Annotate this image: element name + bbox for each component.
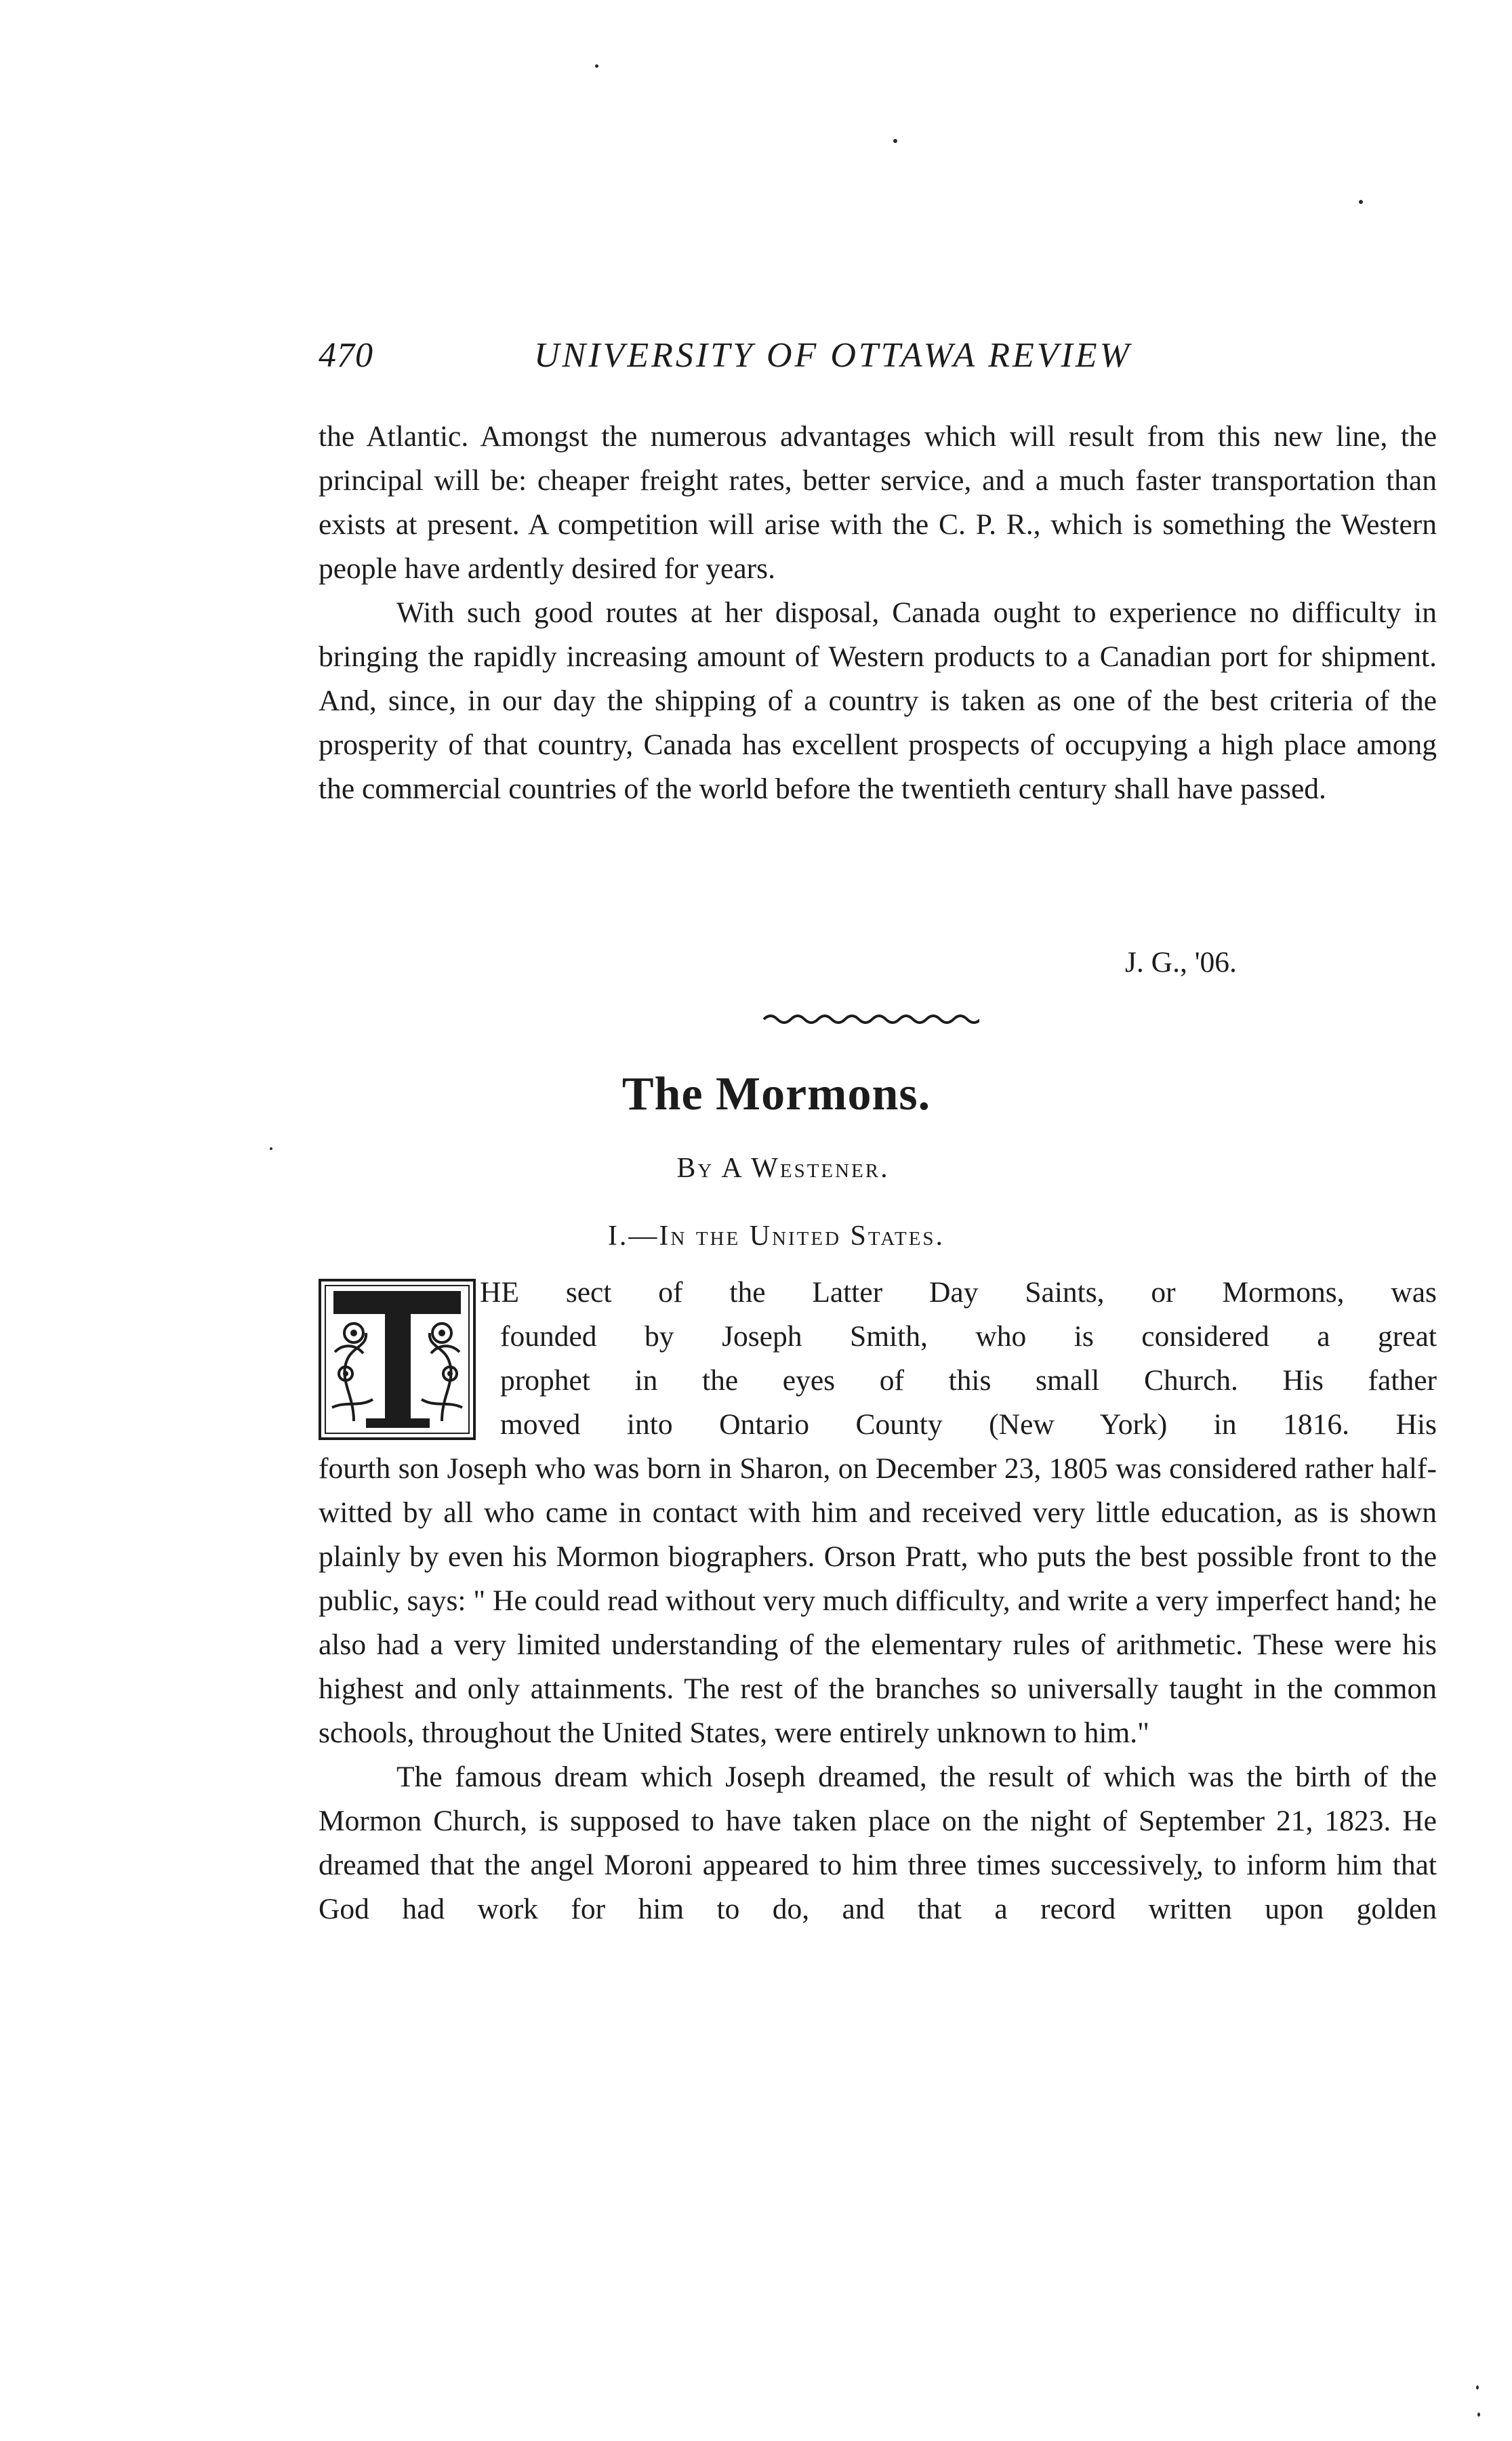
scan-speck — [595, 64, 598, 68]
page-number: 470 — [319, 336, 373, 375]
scan-speck — [270, 1147, 272, 1150]
article-title: The Mormons. — [621, 1068, 931, 1120]
scan-speck — [1477, 2413, 1480, 2417]
scan-speck — [1476, 2385, 1479, 2389]
dropcap-lines — [319, 1271, 1437, 1447]
scan-speck — [1359, 200, 1363, 204]
article-body — [319, 1447, 1437, 1931]
article-byline: By A Westener. — [676, 1153, 890, 1184]
body-paragraph: The famous dream which Joseph dreamed, the result of which was the birth of the Mormon Church, is supposed to have taken place on the night of September 21, 1823. He dreamed that the angel Moroni appeared to him three times successively, to inform him that God had work for him to do, and that a record written upon golden — [319, 1761, 1437, 1925]
dropcap-line: founded by Joseph Smith, who is considered a great — [500, 1320, 1437, 1353]
body-paragraph: With such good routes at her disposal, Canada ought to experience no difficulty in bringing the rapidly increasing amount of Western products to a Canadian port for shipment. And, since, in our day the shipping of a country is taken as one of the best criteria of the prosperity of that country, Canada has excellent prospects of occupying a high place among the commercial countries of the world before the twentieth century shall have passed. — [319, 596, 1437, 805]
scan-speck — [893, 139, 897, 143]
running-title: UNIVERSITY OF OTTAWA REVIEW — [534, 336, 1132, 375]
body-paragraph: fourth son Joseph who was born in Sharon, on December 23, 1805 was considered rather half-witted by all who came in contact with him and received very little education, as is shown plainly by even his Mormon biographers. Orson Pratt, who puts the best possible front to the public, says: " He could read without very much difficulty, and write a very imperfect hand; he also had a very limited understanding of the elementary rules of arithmetic. These were his highest and only attainments. The rest of the branches so universally taught in the common schools, throughout the United States, were entirely unknown to him." — [319, 1452, 1437, 1749]
body-paragraph: the Atlantic. Amongst the numerous advantages which will result from this new line, the principal will be: cheaper freight rates, better service, and a much faster transportation than exists at present. A competition will arise with the C. P. R., which is something the Western people have ardently desired for years. — [319, 420, 1437, 585]
continued-article — [319, 415, 1437, 811]
section-heading: I.—In the United States. — [607, 1220, 945, 1252]
wave-ornament — [762, 1010, 979, 1029]
dropcap-line: HE sect of the Latter Day Saints, or Mormons, was — [480, 1276, 1437, 1309]
author-signature: J. G., '06. — [1125, 946, 1237, 979]
page-header — [319, 335, 1444, 390]
dropcap-line: prophet in the eyes of this small Church. His father — [500, 1364, 1437, 1397]
dropcap-line: moved into Ontario County (New York) in 1816. His — [500, 1408, 1437, 1441]
